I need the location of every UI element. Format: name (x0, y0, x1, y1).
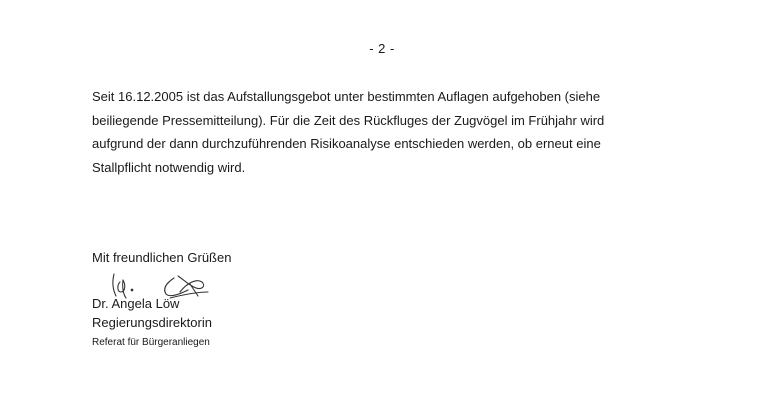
signer-name: Dr. Angela Löw (92, 296, 180, 311)
body-line: beiliegende Pressemitteilung). Für die Zeit des Rückfluges der Zugvögel im Frühjahr wird (92, 112, 605, 128)
signer-title: Regierungsdirektorin (92, 315, 212, 330)
closing-greeting: Mit freundlichen Grüßen (92, 250, 232, 265)
letter-body (92, 85, 652, 179)
page-number: - 2 - (369, 41, 395, 56)
body-line: Stallpflicht notwendig wird. (92, 159, 246, 175)
body-line: Seit 16.12.2005 ist das Aufstallungsgebot unter bestimmten Auflagen aufgehoben (siehe (92, 89, 601, 104)
department-name: Referat für Bürgeranliegen (92, 337, 210, 348)
body-line: aufgrund der dann durchzuführenden Risikoanalyse entschieden werden, ob erneut eine (92, 136, 601, 151)
